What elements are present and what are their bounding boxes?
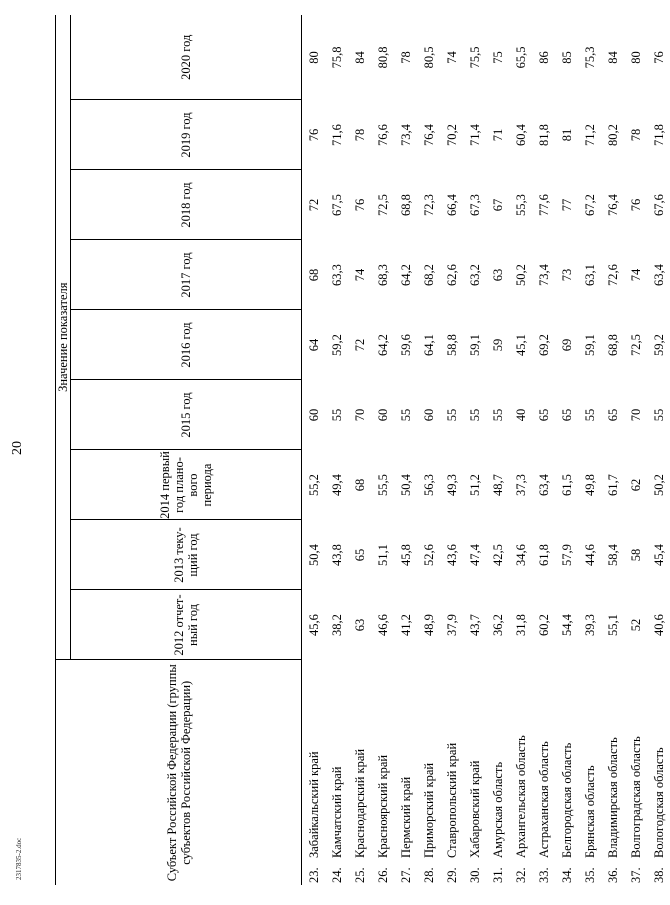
value-cell: 63,4	[651, 264, 666, 286]
value-cell: 63	[352, 618, 367, 632]
value-cell: 60,4	[513, 124, 528, 146]
row-number: 34.	[559, 867, 574, 883]
value-cell: 64,2	[375, 334, 390, 356]
value-cell: 80	[628, 51, 643, 64]
value-cell: 59,2	[651, 334, 666, 356]
value-cell: 71,4	[467, 124, 482, 146]
value-cell: 84	[352, 51, 367, 64]
value-cell: 42,5	[490, 544, 505, 566]
indicator-table	[55, 15, 670, 885]
value-cell: 45,4	[651, 544, 666, 566]
row-number: 25.	[352, 867, 367, 883]
value-cell: 80	[306, 51, 321, 64]
subject-name: Хабаровский край	[467, 760, 482, 858]
row-number: 28.	[421, 867, 436, 883]
subject-name: Забайкальский край	[306, 751, 321, 858]
subject-name: Приморский край	[421, 762, 436, 858]
value-cell: 61,5	[559, 474, 574, 496]
value-cell: 65	[352, 548, 367, 562]
value-cell: 55	[490, 408, 505, 422]
value-cell: 75,8	[329, 46, 344, 69]
value-cell: 31,8	[513, 614, 528, 636]
value-cell: 72	[306, 198, 321, 212]
value-cell: 78	[352, 128, 367, 142]
subject-name: Пермский край	[398, 776, 413, 858]
header-year: 2017 год	[71, 240, 302, 310]
subject-name: Брянская область	[582, 765, 597, 858]
value-cell: 71	[490, 128, 505, 142]
row-number: 38.	[651, 867, 666, 883]
value-cell: 78	[628, 128, 643, 142]
value-cell: 68,8	[398, 194, 413, 216]
value-cell: 73,4	[398, 124, 413, 146]
subject-name: Белгородская область	[559, 742, 574, 858]
value-cell: 75	[490, 51, 505, 64]
value-cell: 60	[306, 408, 321, 422]
value-cell: 50,2	[513, 264, 528, 286]
row-number: 29.	[444, 867, 459, 883]
value-cell: 49,3	[444, 474, 459, 496]
header-year: 2016 год	[71, 310, 302, 380]
value-cell: 69	[559, 338, 574, 352]
value-cell: 37,9	[444, 614, 459, 636]
value-cell: 67,3	[467, 194, 482, 216]
value-cell: 60	[375, 408, 390, 422]
value-cell: 78	[398, 51, 413, 64]
value-cell: 63	[490, 268, 505, 282]
header-year: 2015 год	[71, 380, 302, 450]
row-number: 36.	[605, 867, 620, 883]
value-cell: 54,4	[559, 614, 574, 636]
value-cell: 71,8	[651, 124, 666, 146]
value-cell: 59,6	[398, 334, 413, 356]
value-cell: 67	[490, 198, 505, 212]
value-cell: 75,3	[582, 46, 597, 69]
table-row	[417, 15, 440, 885]
value-cell: 74	[444, 51, 459, 64]
value-cell: 58,8	[444, 334, 459, 356]
value-cell: 65	[559, 408, 574, 422]
subject-name: Краснодарский край	[352, 748, 367, 858]
value-cell: 64	[306, 338, 321, 352]
subject-name: Астраханская область	[536, 741, 551, 858]
header-year: 2018 год	[71, 170, 302, 240]
value-cell: 80,2	[605, 124, 620, 146]
value-cell: 55	[651, 408, 666, 422]
value-cell: 81	[559, 128, 574, 142]
value-cell: 65	[605, 408, 620, 422]
value-cell: 44,6	[582, 544, 597, 566]
value-cell: 56,3	[421, 474, 436, 496]
header-indicator-value: Значение показателя	[56, 15, 71, 660]
value-cell: 59,1	[467, 334, 482, 356]
value-cell: 64,2	[398, 264, 413, 286]
row-number: 24.	[329, 867, 344, 883]
value-cell: 45,1	[513, 334, 528, 356]
value-cell: 63,2	[467, 264, 482, 286]
value-cell: 55	[467, 408, 482, 422]
value-cell: 70	[352, 408, 367, 422]
value-cell: 77	[559, 198, 574, 212]
value-cell: 68,8	[605, 334, 620, 356]
value-cell: 72,6	[605, 264, 620, 286]
value-cell: 52	[628, 618, 643, 632]
value-cell: 84	[605, 51, 620, 64]
value-cell: 61,7	[605, 474, 620, 496]
value-cell: 69,2	[536, 334, 551, 356]
table-row	[647, 15, 670, 885]
value-cell: 47,4	[467, 544, 482, 566]
value-cell: 50,4	[398, 474, 413, 496]
value-cell: 67,6	[651, 194, 666, 216]
row-number: 35.	[582, 867, 597, 883]
value-cell: 67,2	[582, 194, 597, 216]
table-row	[463, 15, 486, 885]
value-cell: 48,7	[490, 474, 505, 496]
row-number: 37.	[628, 867, 643, 883]
value-cell: 74	[352, 268, 367, 282]
value-cell: 86	[536, 51, 551, 64]
value-cell: 58	[628, 548, 643, 562]
value-cell: 62	[628, 478, 643, 492]
value-cell: 63,1	[582, 264, 597, 286]
value-cell: 70,2	[444, 124, 459, 146]
value-cell: 55	[398, 408, 413, 422]
value-cell: 65	[536, 408, 551, 422]
value-cell: 39,3	[582, 614, 597, 636]
table-row	[440, 15, 463, 885]
value-cell: 68	[306, 268, 321, 282]
table-row	[509, 15, 532, 885]
value-cell: 68,2	[421, 264, 436, 286]
value-cell: 50,2	[651, 474, 666, 496]
value-cell: 68,3	[375, 264, 390, 286]
value-cell: 72,5	[628, 334, 643, 356]
table-row	[348, 15, 371, 885]
value-cell: 76,6	[375, 124, 390, 146]
table-row	[325, 15, 348, 885]
table-row	[302, 15, 326, 885]
table-row	[578, 15, 601, 885]
value-cell: 85	[559, 51, 574, 64]
value-cell: 64,1	[421, 334, 436, 356]
subject-name: Владимирская область	[605, 737, 620, 858]
value-cell: 58,4	[605, 544, 620, 566]
table-row	[532, 15, 555, 885]
row-number: 26.	[375, 867, 390, 883]
value-cell: 43,7	[467, 614, 482, 636]
value-cell: 81,8	[536, 124, 551, 146]
value-cell: 55,1	[605, 614, 620, 636]
table-row	[394, 15, 417, 885]
value-cell: 77,6	[536, 194, 551, 216]
value-cell: 52,6	[421, 544, 436, 566]
value-cell: 68	[352, 478, 367, 492]
value-cell: 37,3	[513, 474, 528, 496]
value-cell: 59,2	[329, 334, 344, 356]
header-year: 2020 год	[71, 15, 302, 100]
value-cell: 57,9	[559, 544, 574, 566]
table-body	[302, 15, 670, 885]
subject-name: Вологодская область	[651, 747, 666, 858]
value-cell: 67,5	[329, 194, 344, 216]
value-cell: 61,8	[536, 544, 551, 566]
table-row	[371, 15, 394, 885]
value-cell: 60	[421, 408, 436, 422]
subject-name: Красноярский край	[375, 754, 390, 858]
table-row	[555, 15, 578, 885]
value-cell: 71,6	[329, 124, 344, 146]
header-subject: Субъект Российской Федерации (группы субъектов Российской Федерации)	[56, 660, 302, 885]
value-cell: 80,5	[421, 46, 436, 69]
value-cell: 76,4	[605, 194, 620, 216]
row-number: 23.	[306, 867, 321, 883]
value-cell: 72,3	[421, 194, 436, 216]
value-cell: 65,5	[513, 46, 528, 69]
row-number: 31.	[490, 867, 505, 883]
value-cell: 40,6	[651, 614, 666, 636]
row-number: 30.	[467, 867, 482, 883]
value-cell: 76	[628, 198, 643, 212]
value-cell: 55	[444, 408, 459, 422]
value-cell: 80,8	[375, 46, 390, 69]
value-cell: 55,3	[513, 194, 528, 216]
value-cell: 41,2	[398, 614, 413, 636]
value-cell: 55	[329, 408, 344, 422]
value-cell: 51,1	[375, 544, 390, 566]
value-cell: 70	[628, 408, 643, 422]
header-year: 2014 первый год плано-вого периода	[71, 450, 302, 520]
subject-name: Амурская область	[490, 761, 505, 858]
value-cell: 76	[352, 198, 367, 212]
value-cell: 49,4	[329, 474, 344, 496]
value-cell: 55,2	[306, 474, 321, 496]
value-cell: 43,6	[444, 544, 459, 566]
row-number: 33.	[536, 867, 551, 883]
value-cell: 48,9	[421, 614, 436, 636]
value-cell: 59,1	[582, 334, 597, 356]
value-cell: 72	[352, 338, 367, 352]
value-cell: 73	[559, 268, 574, 282]
value-cell: 40	[513, 408, 528, 422]
value-cell: 76	[306, 128, 321, 142]
value-cell: 59	[490, 338, 505, 352]
row-number: 32.	[513, 867, 528, 883]
value-cell: 50,4	[306, 544, 321, 566]
header-year: 2013 теку-щий год	[71, 520, 302, 590]
table-row	[601, 15, 624, 885]
footer-filename: 2317835-2.doc	[15, 837, 23, 880]
page-number: 20	[10, 441, 25, 455]
value-cell: 76	[651, 51, 666, 64]
value-cell: 63,4	[536, 474, 551, 496]
subject-name: Волгоградская область	[628, 736, 643, 858]
value-cell: 36,2	[490, 614, 505, 636]
value-cell: 75,5	[467, 46, 482, 69]
value-cell: 49,8	[582, 474, 597, 496]
subject-name: Архангельская область	[513, 735, 528, 858]
value-cell: 66,4	[444, 194, 459, 216]
value-cell: 72,5	[375, 194, 390, 216]
value-cell: 43,8	[329, 544, 344, 566]
value-cell: 45,6	[306, 614, 321, 636]
header-year: 2019 год	[71, 100, 302, 170]
table-row	[624, 15, 647, 885]
subject-name: Камчатский край	[329, 766, 344, 858]
header-year: 2012 отчет-ный год	[71, 590, 302, 660]
subject-name: Ставропольский край	[444, 742, 459, 858]
value-cell: 51,2	[467, 474, 482, 496]
value-cell: 34,6	[513, 544, 528, 566]
value-cell: 38,2	[329, 614, 344, 636]
value-cell: 55,5	[375, 474, 390, 496]
row-number: 27.	[398, 867, 413, 883]
value-cell: 71,2	[582, 124, 597, 146]
table-row	[486, 15, 509, 885]
table-header	[56, 15, 302, 885]
value-cell: 73,4	[536, 264, 551, 286]
value-cell: 55	[582, 408, 597, 422]
value-cell: 60,2	[536, 614, 551, 636]
value-cell: 46,6	[375, 614, 390, 636]
value-cell: 45,8	[398, 544, 413, 566]
value-cell: 62,6	[444, 264, 459, 286]
value-cell: 63,3	[329, 264, 344, 286]
value-cell: 74	[628, 268, 643, 282]
value-cell: 76,4	[421, 124, 436, 146]
